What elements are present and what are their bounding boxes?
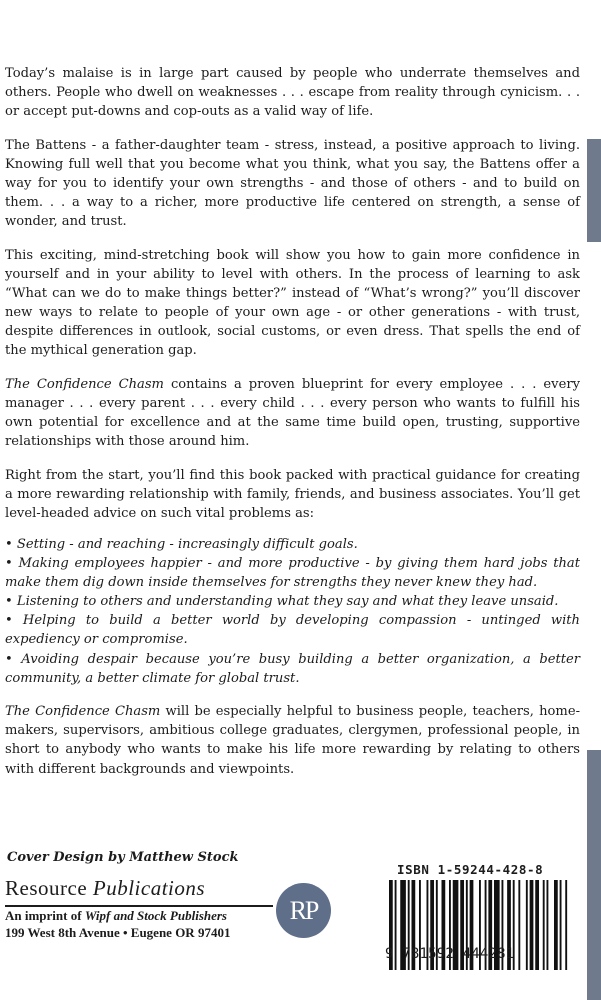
edge-bar-top — [587, 139, 601, 242]
barcode-bar — [526, 880, 528, 970]
barcode-bar — [547, 880, 549, 970]
imprint-line — [5, 908, 227, 924]
paragraph-text: contains a proven blueprint for every employee . . . every manager . . . every parent . . . every child . . . every person who wants to fulfill his own potential for excellence and at the same time build open, trusting, supportive relationships with those around him. — [5, 376, 580, 450]
closing-paragraph — [5, 702, 580, 778]
book-title-italic: The Confidence Chasm — [5, 704, 161, 720]
barcode-bar — [518, 880, 520, 970]
cover-design-credit: Cover Design by Matthew Stock — [7, 850, 239, 865]
imprint-prefix: An imprint of — [5, 908, 85, 923]
list-item: • Listening to others and understanding what they say and what they leave unsaid. — [5, 592, 580, 611]
footer — [5, 850, 595, 1000]
barcode-bar — [560, 880, 562, 970]
publisher-divider — [5, 905, 273, 907]
barcode-bar — [565, 880, 567, 970]
paragraph-text: Today’s malaise is in large part caused by people who underrate themselves and others. People who dwell on weaknesses . . . escape from reality through cynicism. . . or accept put-downs and cop-outs as a valid way of life. — [5, 66, 580, 120]
book-title-italic: The Confidence Chasm — [5, 376, 164, 392]
paragraph-text: will be especially helpful to business people, teachers, home-makers, supervisors, ambitious college graduates, clergymen, professional people, in short to anybody who wants to make his life more rewarding by relating to others with different backgrounds and viewpoints. — [5, 704, 580, 777]
paragraph-3 — [5, 246, 580, 361]
paragraph-5 — [5, 466, 580, 523]
barcode-bar — [535, 880, 539, 970]
list-item: • Making employees happier - and more productive - by giving them hard jobs that make them dig down inside themselves for strengths they never knew they had. — [5, 554, 580, 592]
barcode-bar — [543, 880, 545, 970]
imprint-name: Wipf and Stock Publishers — [84, 908, 227, 923]
list-item: • Setting - and reaching - increasingly difficult goals. — [5, 535, 580, 554]
paragraph-2 — [5, 136, 580, 231]
barcode-bar — [554, 880, 558, 970]
publisher-word-1: Resource — [5, 876, 88, 900]
paragraph-text: The Battens - a father-daughter team - stress, instead, a positive approach to living. Knowing full well that you become what you think, what you say, the Battens offer a way for you to identify your own strengths - and those of others - and to build on them. . . a way to a richer, more productive life centered on strength, a sense of wonder, and trust. — [5, 137, 580, 230]
isbn-label: ISBN 1-59244-428-8 — [397, 862, 544, 877]
publisher-word-2: Publications — [92, 876, 206, 900]
barcode-bar — [530, 880, 534, 970]
publisher-name — [5, 876, 205, 901]
publisher-address: 199 West 8th Avenue • Eugene OR 97401 — [5, 925, 231, 940]
list-item: • Avoiding despair because you’re busy building a better organization, a better community, a better climate for global trust. — [5, 650, 580, 688]
advice-list — [5, 535, 580, 688]
paragraph-text: Right from the start, you’ll find this book packed with practical guidance for creating a more rewarding relationship with family, friends, and business associates. You’ll get level-headed advice on such vital problems as: — [5, 467, 580, 521]
back-cover-text — [5, 64, 580, 793]
paragraph-text: This exciting, mind-stretching book will show you how to gain more confidence in yourself and in your ability to level with others. In the process of learning to ask “What can we do to make things better?” instead of “What’s wrong?” you’ll discover new ways to relate to people of your own age - or other generations - with trust, despite differences in outlook, social customs, or even dress. That spells the end of the mythical generation gap. — [5, 247, 580, 359]
rp-logo-icon: RP — [276, 883, 331, 938]
paragraph-1 — [5, 64, 580, 121]
list-item: • Helping to build a better world by developing compassion - untinged with expediency or compromise. — [5, 611, 580, 649]
paragraph-4 — [5, 375, 580, 451]
barcode-number: 9 781592 444281 — [385, 946, 515, 962]
